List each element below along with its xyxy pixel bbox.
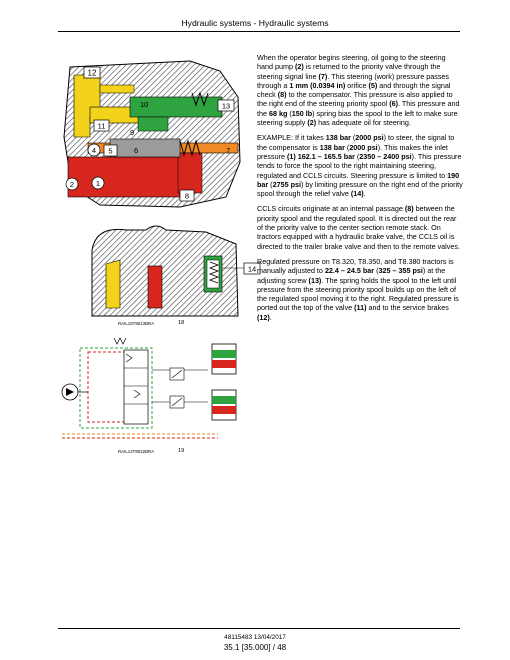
callout-2: 2 xyxy=(69,180,75,189)
bold-value: (7) xyxy=(318,71,328,81)
paragraph-example: EXAMPLE: If it takes 138 bar (2000 psi) to steer, the signal to the compensator is 138 bar (2000 psi). This makes the inlet pressure (1) 162.1 – 165.5 bar (2350 – 2400 psi). This pressure tends to force the spool to the right maintaining steering, regulated and CCLS circuits. Steering pressure is limited to 190 bar (2755 psi) by limiting pressure on the right end of the priority spool through the relief valve (14). xyxy=(257,133,463,199)
bold-value: 22.4 – 24.5 bar xyxy=(324,266,375,276)
callout-13: 13 xyxy=(221,101,231,111)
bold-value: (2) xyxy=(307,118,317,128)
bold-value: (12) xyxy=(257,312,270,322)
bold-value: 2000 psi xyxy=(355,133,384,143)
bold-value: (11) xyxy=(354,303,367,313)
callout-7: 7 xyxy=(226,146,231,155)
body-text xyxy=(257,53,463,328)
callout-9: 9 xyxy=(130,128,135,137)
figure-18-number: 18 xyxy=(178,320,185,326)
callout-12: 12 xyxy=(87,68,97,78)
figure-19-number: 19 xyxy=(178,448,185,454)
callout-6: 6 xyxy=(134,146,139,155)
callout-5: 5 xyxy=(108,146,113,156)
figure-hydraulic-schematic xyxy=(58,330,240,448)
bold-value: 138 bar xyxy=(325,133,351,143)
bold-value: 68 kg xyxy=(269,108,288,118)
figure-18-caption: RAIL15T8013BRA xyxy=(118,321,155,326)
callout-14: 14 xyxy=(247,264,257,274)
callout-8: 8 xyxy=(184,191,190,201)
bold-value: 150 lb xyxy=(291,108,313,118)
bold-value: (6) xyxy=(389,99,399,109)
paragraph-regulated: Regulated pressure on T8.320, T8.350, and T8.380 tractors is manually adjusted to 22.4 – 24.5 bar (325 – 355 psi) at the adjusting screw (13). The spring holds the spool to the left until pressure from the steering priority spool builds up on the left of the regulated spool moving it to the right. Regulated pressure is ported out the top of the valve (11) and to the service brakes (12). xyxy=(257,256,459,322)
bold-value: 325 – 355 psi xyxy=(378,266,423,276)
bold-value: (8) xyxy=(404,204,414,214)
bold-value: (14) xyxy=(350,189,364,199)
figure-19-caption: RAIL14T8022BRA xyxy=(118,449,155,454)
bold-value: 1 mm (0.0394 in) xyxy=(289,80,346,90)
callout-1: 1 xyxy=(95,179,101,188)
header-rule xyxy=(58,31,460,32)
paragraph-steering: When the operator begins steering, oil going to the steering hand pump (2) is returned to the priority valve through the steering signal line (7). This steering (work) pressure passes through a 1 mm (0.0394 in) orifice (5) and through the signal check (8) to the compensator. This pressure is also applied to the right end of the steering priority spool (6). This pressure and the 68 kg (150 lb) spring bias the spool to the left to make sure steering supply (2) has adequate oil for steering. xyxy=(257,53,460,128)
figure-priority-valve-section xyxy=(60,57,245,209)
bold-value: (2) xyxy=(294,62,304,72)
paragraph-ccls: CCLS circuits originate at an internal passage (8) between the priority spool and the regulated spool. It is directed out the rear of the priority valve to the center section remote stack. On tractors equipped with a hydraulic brake valve, the CCLS oil is directed to the trailer brake valve and then to the remote valves. xyxy=(257,204,460,251)
bold-value: (5) xyxy=(368,80,378,90)
bold-value: 2755 psi xyxy=(272,179,301,189)
page-header: Hydraulic systems - Hydraulic systems xyxy=(181,18,329,28)
callout-4: 4 xyxy=(91,146,97,155)
bold-value: (1) 162.1 – 165.5 bar xyxy=(286,151,355,161)
bold-value: 190 bar xyxy=(257,170,460,189)
bold-value: 138 bar xyxy=(319,142,345,152)
bold-value: (8) xyxy=(277,90,287,100)
callout-10: 10 xyxy=(140,100,149,109)
callout-11: 11 xyxy=(97,121,106,131)
bold-value: 2350 – 2400 psi xyxy=(359,151,412,161)
footer-document-id: 48115483 13/04/2017 xyxy=(224,634,286,641)
figure-relief-valve-section xyxy=(86,220,266,328)
bold-value: 2000 psi xyxy=(349,142,378,152)
bold-value: (13) xyxy=(308,275,322,285)
footer-rule xyxy=(58,628,460,629)
footer-page-number: 35.1 [35.000] / 48 xyxy=(223,643,287,652)
